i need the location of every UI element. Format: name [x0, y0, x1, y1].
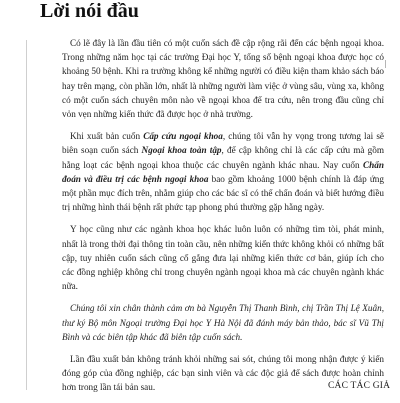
paragraph-2-part-2: , chúng tôi vẫn hy vọng trong tương lai sẽ biên soạn cuốn sách [62, 131, 384, 156]
paragraph-3: Y học cũng như các ngành khoa học khác luôn luôn có những tìm tòi, phát minh, nhất là trong thời đại thông tin toàn cầu, nên những kiến thức không khỏi có những bất cập, tuy nhiên cuốn sách cũng cố gắng đưa lại những kiến thức cơ bản, giúp ích cho các đồng nghiệp không chỉ trong chuyên ngành ngoại khoa mà các chuyên ngành khác nữa. [62, 224, 384, 292]
body-text [62, 36, 384, 403]
book-title-cap-cuu: Cấp cứu ngoại khoa [143, 131, 223, 142]
paragraph-1: Có lẽ đây là lần đầu tiên có một cuốn sách đề cập rộng rãi đến các bệnh ngoại khoa. Trong những năm học tại các trường Đại học Y, tổng số bệnh ngoại khoa được học có khoảng 50 bệnh. Khi ra trường không kể những người có điều kiện tham khảo sách báo hay trên mạng, còn phần lớn, nhất là những người làm việc ở vùng sâu, vùng xa, không có một cuốn sách chuyên môn nào về ngoại khoa để tra cứu, nên trong đầu cũng chỉ vỏn vẹn những kiến thức đã được học ở nhà trường. [62, 38, 384, 120]
paragraph-2-part-4: bao gồm khoảng 1000 bệnh chính là đáp ứng một phần mục đích trên, nhằm giúp cho các bác sĩ có thể chẩn đoán và biết hướng điều trị những hình thái bệnh rất phức tạp phong phú thường gặp hằng ngày. [62, 173, 384, 213]
margin-line [26, 40, 27, 390]
paragraph-2 [62, 129, 384, 214]
margin-mark [385, 60, 386, 68]
book-title-chan-doan: Chẩn đoán và điều trị các bệnh ngoại khoa [62, 159, 384, 184]
paragraph-2-part-1: Khi xuất bản cuốn [70, 131, 144, 142]
book-title-ngoai-khoa-toan-tap: Ngoại khoa toàn tập [141, 145, 222, 156]
paragraph-4: Chúng tôi xin chân thành cảm ơn bà Nguyễn Thị Thanh Bình, chị Trần Thị Lệ Xuân, thư ký Bộ môn Ngoại trường Đại học Y Hà Nội đã đánh máy bản thảo, bác sĩ Vũ Thị Bình và các biên tập khác đã biên tập cuốn sách. [62, 303, 384, 342]
page-title: Lời nói đầu [40, 0, 139, 22]
paragraph-2-part-3: , để cập không chỉ là các cấp cứu mà gồm hằng loạt các bệnh ngoại khoa thuộc các chuyên ngành khác nhau. Nay cuốn [62, 145, 385, 170]
paragraph-5: Lần đầu xuất bản không tránh khỏi những sai sót, chúng tôi mong nhận được ý kiến đóng góp của đồng nghiệp, các bạn sinh viên và các độc giả để sách được hoàn chỉnh hơn trong lần tái bản sau. [62, 354, 384, 393]
signature: CÁC TÁC GIẢ [328, 381, 391, 391]
